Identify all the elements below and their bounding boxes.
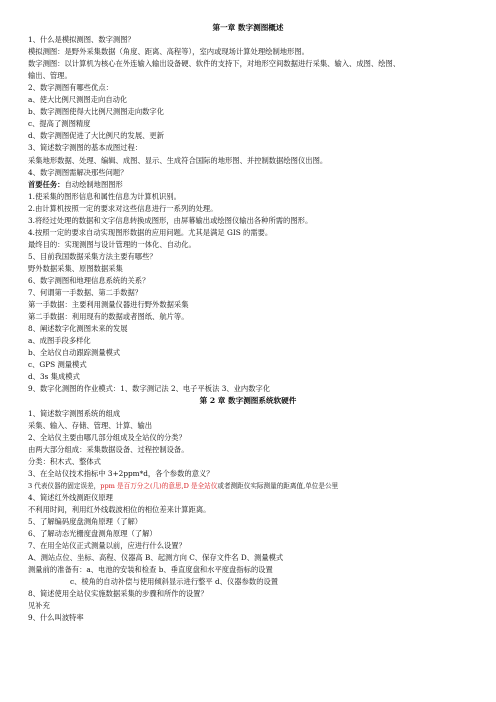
text-line: 3.将经过处理的数据和文字信息转换成图形，由屏幕输出或绘图仪输出各种所需的图形。 bbox=[28, 215, 313, 225]
text-line: 1.使采集的图形信息和属性信息为计算机识别。 bbox=[28, 191, 181, 201]
ppm-text-a: 3 代表仪器的固定误差， bbox=[28, 481, 101, 490]
text-line: 野外数据采集、原图数据采集 bbox=[28, 263, 123, 273]
text-line: 输出、管理。 bbox=[28, 71, 72, 81]
text-line: 7、在用全站仪正式测量以前，应进行什么设置？ bbox=[28, 541, 186, 551]
ppm-text-d: 或者测距仪实际测量的距离值,单位是公里 bbox=[217, 481, 339, 490]
text-line: 第一手数据：主要利用测量仪器进行野外数据采集 bbox=[28, 300, 189, 310]
text-line: d、3s 集成模式 bbox=[28, 372, 80, 382]
text-line: 第二手数据：利用现有的数据或者图纸、航片等。 bbox=[28, 312, 189, 322]
text-line: 9、什么叫波特率 bbox=[28, 613, 84, 623]
text-line: 4.按照一定的要求自动实现图形数据的应用问题。尤其是满足 GIS 的需要。 bbox=[28, 227, 273, 237]
text-line: a、成图手段多样化 bbox=[28, 336, 91, 346]
text-line: 6、数字测图和地理信息系统的关系？ bbox=[28, 275, 150, 285]
text-line: 3、简述数字测图的基本成图过程： bbox=[28, 143, 143, 153]
chapter-1-title: 第一章 数字测图概述 bbox=[212, 23, 284, 32]
text-line: a、使大比例尺测图走向自动化 bbox=[28, 95, 128, 105]
text-line: 2.由计算机按照一定的要求对这些信息进行一系列的处理。 bbox=[28, 203, 218, 213]
text-line: 7、何谓第一手数据、第二手数据？ bbox=[28, 288, 143, 298]
text-line: c、GPS 测量模式 bbox=[28, 360, 87, 370]
text-line: b、数字测图使得大比例尺测图走向数字化 bbox=[28, 107, 165, 117]
text-line: 见补充 bbox=[28, 601, 50, 611]
text-line: 最终目的：实现测图与设计管理的一体化、自动化。 bbox=[28, 239, 196, 249]
chapter-2-section-b bbox=[0, 492, 496, 576]
ppm-text-c: 全站仪 bbox=[197, 481, 218, 490]
chapter-2-title: 第 2 章 数字测图系统软硬件 bbox=[199, 396, 297, 406]
text-line: 1、简述数字测图系统的组成 bbox=[28, 408, 121, 418]
chapter-1-section-b bbox=[0, 191, 496, 396]
text-line: 由两大部分组成：采集数据设备、过程控制设备。 bbox=[28, 444, 189, 454]
text-line: 3、在全站仪技术指标中 3+2ppm*d，各个参数的意义？ bbox=[28, 468, 214, 478]
text-line: 测量前的准备有：a、电池的安装和检查 b、垂直度盘和水平度盘指标的设置 bbox=[28, 565, 273, 575]
text-line: 不利用时间，利用红外线载波相位的相位差来计算距离。 bbox=[28, 504, 211, 514]
text-line: 8、阐述数字化测图未来的发展 bbox=[28, 324, 128, 334]
text-line-indented: c、棱角的自动补偿与使用倾斜显示进行整平 d、仪器参数的设置 bbox=[70, 577, 279, 587]
text-line: 数字测图：以计算机为核心在外连输入输出设备硬、软件的支持下，对地形空间数据进行采集、输入、成图、绘图、 bbox=[28, 59, 401, 69]
primary-task-line bbox=[28, 179, 478, 191]
ppm-text-b: ppm 是百万分之(几)的意思,D 是 bbox=[100, 481, 198, 490]
chapter-2-section-a bbox=[0, 408, 496, 480]
text-line: 采集地形数据、处理、编辑、成图、显示、生成符合国际的地形图、并控制数据绘图仪出图。 bbox=[28, 155, 328, 165]
chapter-1-section-a bbox=[0, 34, 496, 179]
text-line: 4、数字测图需解决那些问题？ bbox=[28, 167, 128, 177]
text-line: A、测站点位、坐标、高程、仪器高 B、起测方向 C、保存文件名 D、测量模式 bbox=[28, 553, 284, 563]
primary-task-text: 自动绘制地图图形 bbox=[64, 179, 123, 189]
ppm-explanation-line bbox=[28, 480, 478, 492]
chapter-2-section-c bbox=[0, 588, 496, 624]
text-line: c、提高了测图精度 bbox=[28, 119, 91, 129]
text-line: 5、了解编码度盘测角原理（了解） bbox=[28, 516, 143, 526]
text-line: 2、全站仪主要由哪几部分组成及全站仪的分类？ bbox=[28, 432, 186, 442]
text-line: 1、什么是模拟测图、数字测图？ bbox=[28, 35, 135, 45]
text-line: d、数字测图促进了大比例尺的发展、更新 bbox=[28, 131, 165, 141]
primary-task-label: 首要任务： bbox=[28, 179, 65, 189]
text-line: 模拟测图：是野外采集数据（角度、距离、高程等），室内或现场计算处理绘制地形图。 bbox=[28, 47, 309, 57]
text-line: 4、简述红外线测距仪原理 bbox=[28, 492, 113, 502]
text-line: 6、了解动态光栅度盘测角原理（了解） bbox=[28, 528, 157, 538]
text-line: 采集、输入、存储、管理、计算、输出 bbox=[28, 420, 153, 430]
text-line: 5、目前我国数据采集方法主要有哪些？ bbox=[28, 251, 157, 261]
text-line: 分类：积木式、整体式 bbox=[28, 456, 101, 466]
text-line: 9、数字化测图的作业模式：1、数字测记法 2、电子平板法 3、业内数字化 bbox=[28, 384, 271, 394]
text-line: b、全站仪自动跟踪测量模式 bbox=[28, 348, 121, 358]
text-line: 8、简述使用全站仪实施数据采集的步骤和所作的设置？ bbox=[28, 589, 208, 599]
text-line: 2、数字测图有哪些优点： bbox=[28, 83, 113, 93]
